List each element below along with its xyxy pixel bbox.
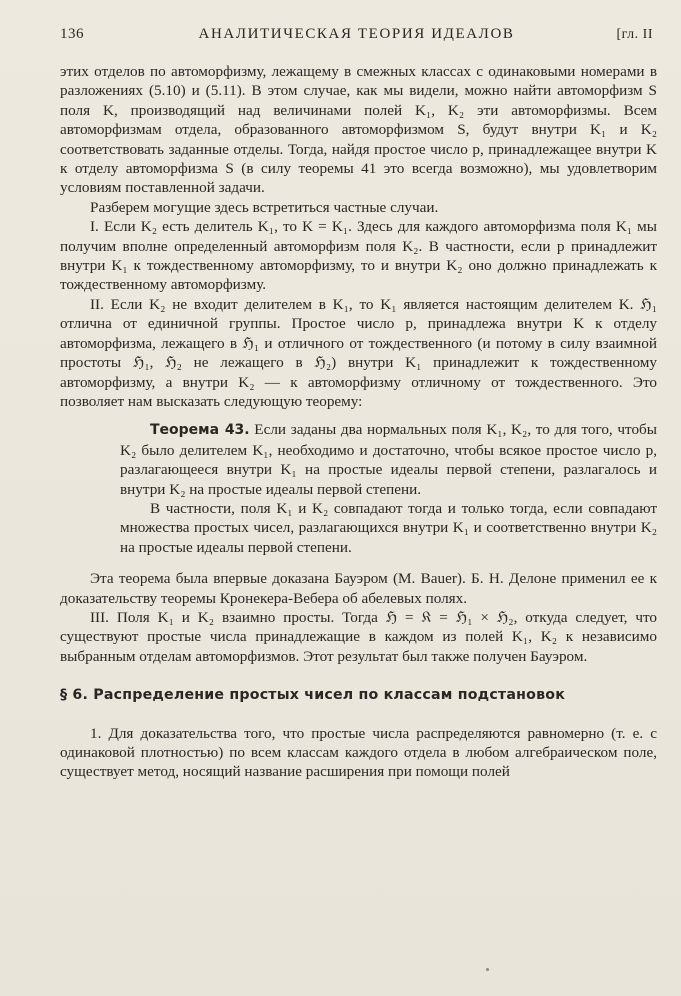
paragraph-bauer: Эта теорема была впервые доказана Бауэром (M. Bauer). Б. Н. Делоне применил ее к доказательству теоремы Кронекера-Вебера об абелевых полях. xyxy=(60,570,657,607)
theorem-title: Теорема 43. xyxy=(150,422,250,439)
theorem-block xyxy=(60,420,657,557)
paper-speck xyxy=(486,968,489,971)
section-heading: § 6. Распределение простых чисел по классам подстановок xyxy=(60,687,566,704)
paragraph-case-3: III. Поля K₁ и K₂ взаимно просты. Тогда ℌ = 𝔎 = ℌ₁ × ℌ₂, откуда следует, что существуют простые числа принадлежащие в каждом из полей K₁, K₂ к независимо выбранным отделам автоморфизмов. Этот результат был также получен Бауэром. xyxy=(60,608,657,665)
theorem-corollary: В частности, поля K₁ и K₂ совпадают тогда и только тогда, если совпадают множества простых чисел, разлагающихся внутри K₁ и соответственно внутри K₂ на простые идеалы первой степени. xyxy=(120,499,657,556)
page-number: 136 xyxy=(60,26,84,42)
paragraph-case-1: I. Если K₂ есть делитель K₁, то K = K₁. Здесь для каждого автоморфизма поля K₁ мы получим вполне определенный автоморфизм поля K₂. В частности, если p принадлежит внутри K₁ к тождественному автоморфизму, то и внутри K₂ оно должно принадлежать к тождественному автоморфизму. xyxy=(60,218,657,294)
paragraph-case-2: II. Если K₂ не входит делителем в K₁, то K₁ является настоящим делителем K. ℌ₁ отлична от единичной группы. Простое число p, принадлежа внутри K к отделу автоморфизма, лежащего в ℌ₁ и отличного от тождественного (и потому в силу взаимной простоты ℌ₁, ℌ₂ не лежащего в ℌ₂) внутри K₁ принадлежит к тождественному автоморфизму, а внутри K₂ — к автоморфизму отличному от тождественного. Это позволяет нам высказать следующую теорему: xyxy=(60,295,657,410)
chapter-marker: [гл. II xyxy=(616,27,653,42)
theorem-paragraph xyxy=(120,420,657,499)
paragraph-special-cases: Разберем могущие здесь встретиться частные случаи. xyxy=(90,198,439,216)
theorem-statement: Если заданы два нормальных поля K₁, K₂, то для того, чтобы K₂ было делителем K₁, необходимо и достаточно, чтобы всякое простое число p, разлагающееся внутри K₁ на простые идеалы первой степени, разлагалось и внутри K₂ на простые идеалы первой степени. xyxy=(120,421,657,498)
running-title: АНАЛИТИЧЕСКАЯ ТЕОРИЯ ИДЕАЛОВ xyxy=(198,26,515,42)
page-body xyxy=(60,62,657,782)
paragraph-continued: этих отделов по автоморфизму, лежащему в смежных классах с одинаковыми номерами в разложениях (5.10) и (5.11). В этом случае, как мы видели, можно найти автоморфизм S поля K, производящий над величинами полей K₁, K₂ эти автоморфизмы. Всем автоморфизмам отдела, образованного автоморфизмом S, будут внутри K₁ и K₂ соответствовать заданные отделы. Тогда, найдя простое число p, принадлежащее внутри K к отделу автоморфизма S (в силу теоремы 41 это всегда возможно), мы удовлетворим условиям поставленной задачи. xyxy=(60,63,657,197)
paragraph-section-1: 1. Для доказательства того, что простые числа распределяются равномерно (т. е. с одинаковой плотностью) по всем классам каждого отдела в любом алгебраическом поле, существует метод, носящий название расширения при помощи полей xyxy=(60,724,657,781)
page-header xyxy=(60,26,653,48)
